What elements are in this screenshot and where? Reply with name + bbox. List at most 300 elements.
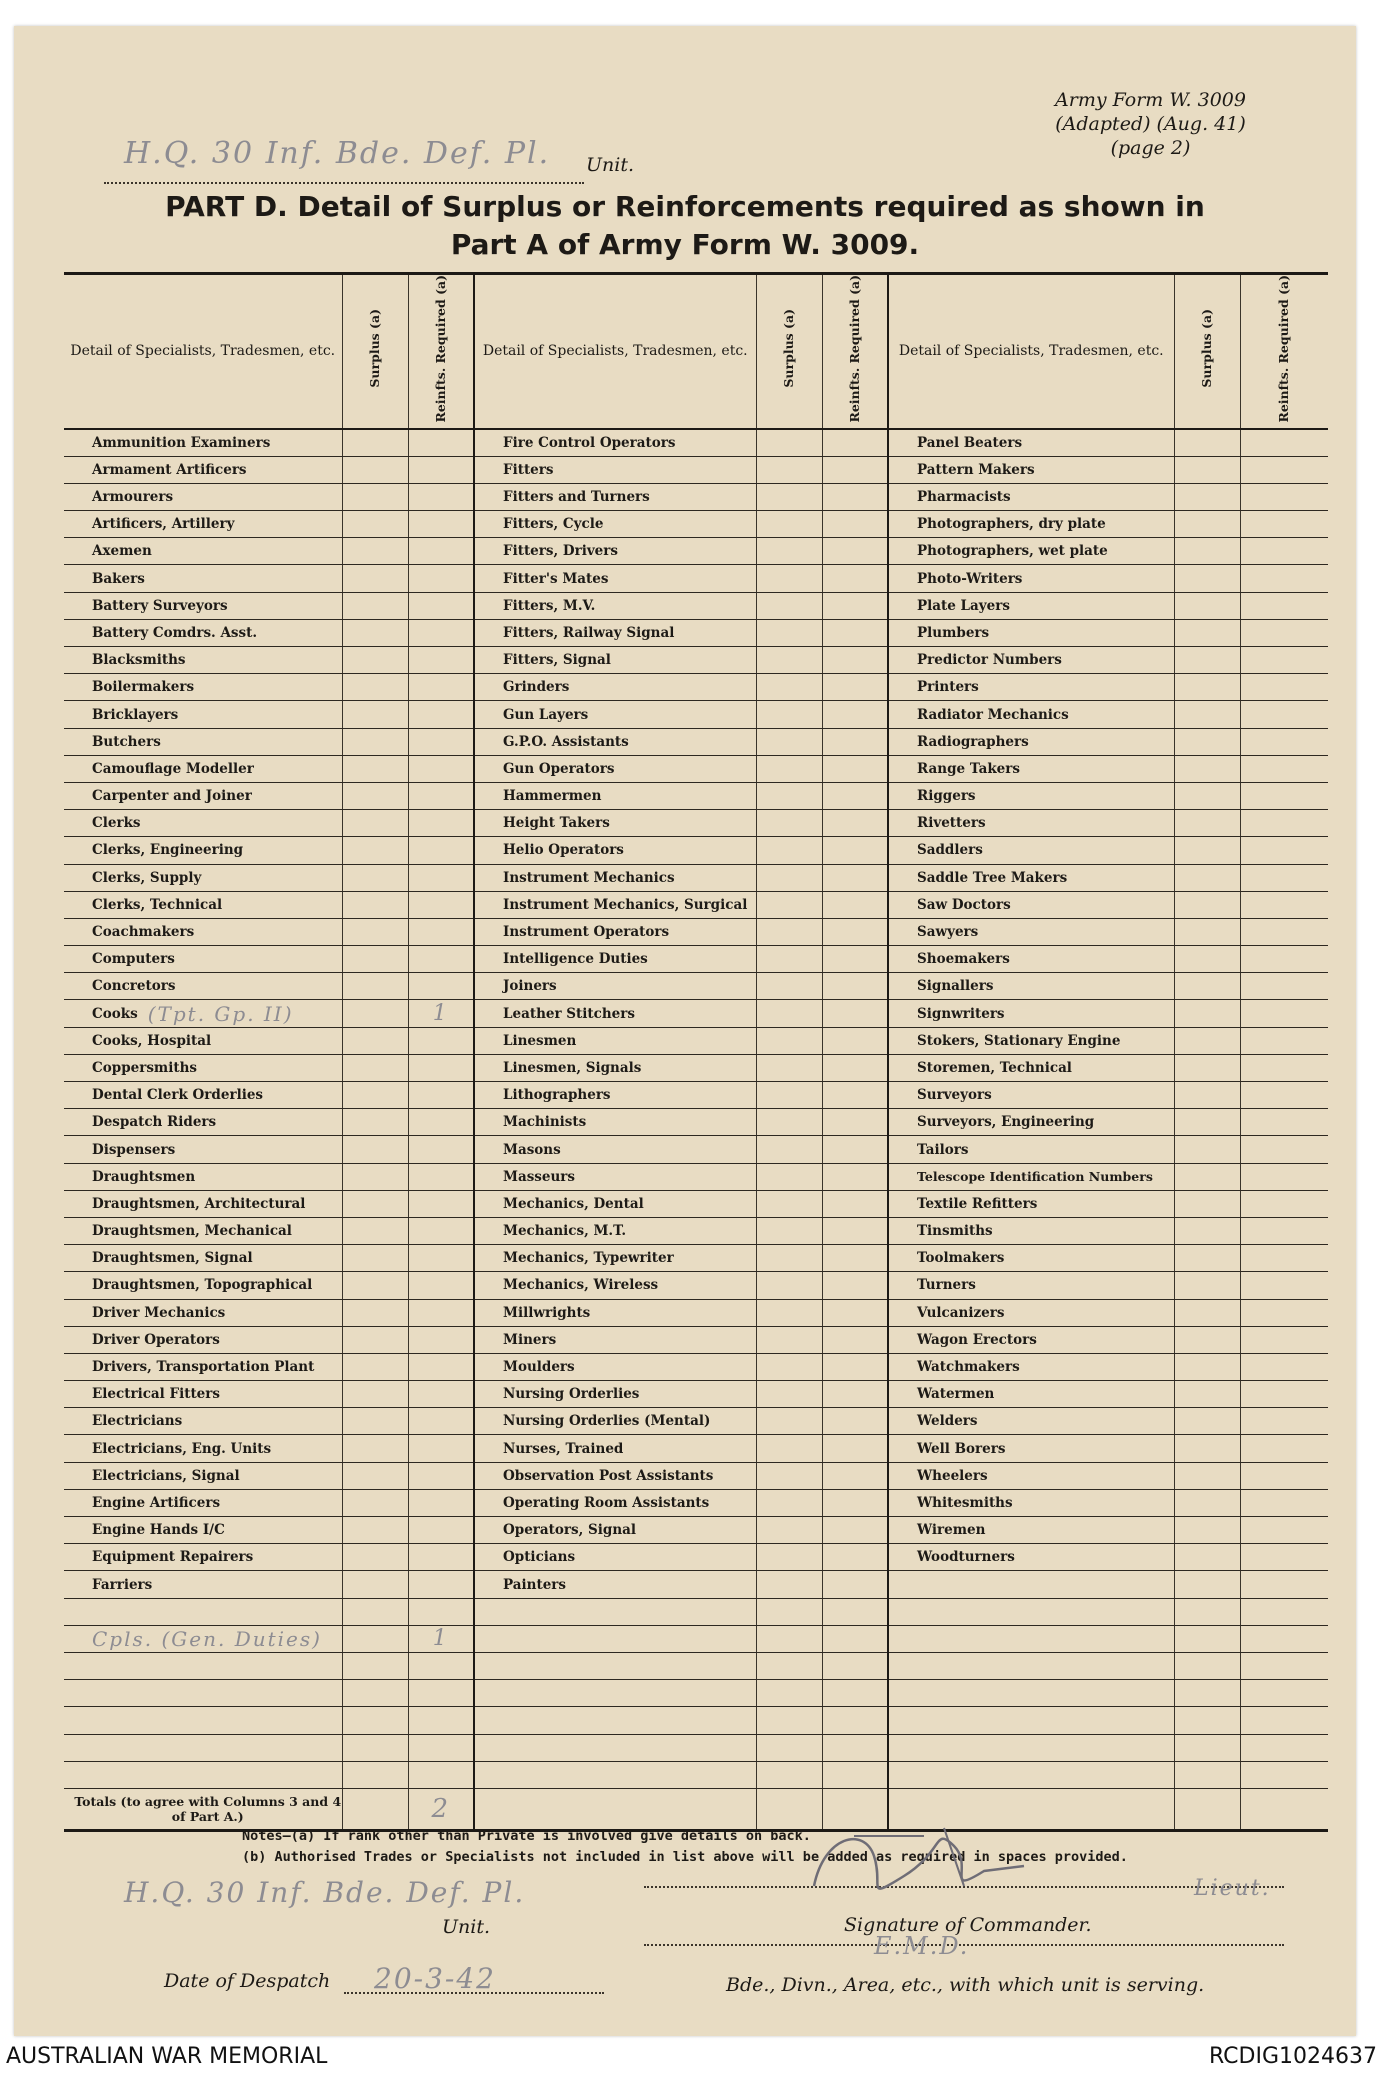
surplus-cell[interactable]: [1174, 1544, 1240, 1571]
reinf-cell[interactable]: [408, 1707, 474, 1734]
surplus-cell[interactable]: [1174, 1435, 1240, 1462]
surplus-cell[interactable]: [1174, 891, 1240, 918]
surplus-cell[interactable]: [342, 1652, 408, 1679]
surplus-cell[interactable]: [756, 565, 822, 592]
surplus-cell[interactable]: [342, 565, 408, 592]
reinf-cell[interactable]: [1240, 619, 1328, 646]
reinf-cell[interactable]: [822, 782, 888, 809]
reinf-cell[interactable]: [1240, 891, 1328, 918]
surplus-cell[interactable]: [342, 1489, 408, 1516]
reinf-cell[interactable]: [822, 810, 888, 837]
surplus-cell[interactable]: [342, 511, 408, 538]
reinf-cell[interactable]: [1240, 946, 1328, 973]
reinf-cell[interactable]: [408, 1245, 474, 1272]
surplus-cell[interactable]: [756, 946, 822, 973]
surplus-cell[interactable]: [342, 674, 408, 701]
surplus-cell[interactable]: [756, 1217, 822, 1244]
surplus-cell[interactable]: [756, 1435, 822, 1462]
reinf-cell[interactable]: [408, 1680, 474, 1707]
reinf-cell[interactable]: [1240, 1408, 1328, 1435]
reinf-cell[interactable]: [1240, 810, 1328, 837]
reinf-cell[interactable]: [1240, 592, 1328, 619]
reinf-cell[interactable]: [1240, 1027, 1328, 1054]
reinf-cell[interactable]: [1240, 1571, 1328, 1598]
reinf-cell[interactable]: [822, 429, 888, 457]
reinf-cell[interactable]: [408, 1272, 474, 1299]
reinf-cell[interactable]: [408, 1054, 474, 1081]
reinf-cell[interactable]: [822, 1217, 888, 1244]
surplus-cell[interactable]: [342, 1353, 408, 1380]
surplus-cell[interactable]: [342, 1245, 408, 1272]
surplus-cell[interactable]: [1174, 511, 1240, 538]
surplus-cell[interactable]: [1174, 728, 1240, 755]
reinf-cell[interactable]: [408, 1598, 474, 1625]
surplus-cell[interactable]: [1174, 1027, 1240, 1054]
surplus-cell[interactable]: [342, 1517, 408, 1544]
reinf-cell[interactable]: [1240, 728, 1328, 755]
surplus-cell[interactable]: [756, 864, 822, 891]
reinf-cell[interactable]: [408, 837, 474, 864]
surplus-cell[interactable]: [342, 1680, 408, 1707]
reinf-cell[interactable]: [822, 483, 888, 510]
reinf-cell[interactable]: [408, 538, 474, 565]
surplus-cell[interactable]: [1174, 837, 1240, 864]
surplus-cell[interactable]: [342, 891, 408, 918]
reinf-cell[interactable]: [822, 1190, 888, 1217]
surplus-cell[interactable]: [756, 837, 822, 864]
reinf-cell[interactable]: [408, 1217, 474, 1244]
reinf-cell[interactable]: [822, 1680, 888, 1707]
reinf-cell[interactable]: [1240, 1435, 1328, 1462]
reinf-cell[interactable]: [408, 1163, 474, 1190]
surplus-cell[interactable]: [756, 1680, 822, 1707]
surplus-cell[interactable]: [756, 538, 822, 565]
surplus-cell[interactable]: [342, 728, 408, 755]
surplus-cell[interactable]: [342, 1272, 408, 1299]
reinf-cell[interactable]: [408, 810, 474, 837]
reinf-cell[interactable]: [1240, 1163, 1328, 1190]
surplus-cell[interactable]: [342, 1408, 408, 1435]
surplus-cell[interactable]: [1174, 1625, 1240, 1652]
reinf-cell[interactable]: [408, 1544, 474, 1571]
surplus-cell[interactable]: [1174, 1517, 1240, 1544]
surplus-cell[interactable]: [342, 1381, 408, 1408]
reinf-cell[interactable]: [1240, 1136, 1328, 1163]
surplus-cell[interactable]: [1174, 1109, 1240, 1136]
surplus-cell[interactable]: [342, 1299, 408, 1326]
surplus-cell[interactable]: [756, 1462, 822, 1489]
surplus-cell[interactable]: [756, 1408, 822, 1435]
reinf-cell[interactable]: [822, 1734, 888, 1761]
reinf-cell[interactable]: [822, 1163, 888, 1190]
reinf-cell[interactable]: [408, 973, 474, 1000]
reinf-cell[interactable]: [822, 1299, 888, 1326]
reinf-cell[interactable]: [408, 1326, 474, 1353]
reinf-cell[interactable]: [1240, 1082, 1328, 1109]
reinf-cell[interactable]: [408, 1489, 474, 1516]
reinf-cell[interactable]: [822, 565, 888, 592]
surplus-cell[interactable]: [756, 619, 822, 646]
reinf-cell[interactable]: [822, 1462, 888, 1489]
surplus-cell[interactable]: [756, 1652, 822, 1679]
reinf-cell[interactable]: [822, 647, 888, 674]
surplus-cell[interactable]: [342, 1598, 408, 1625]
reinf-cell[interactable]: [822, 1652, 888, 1679]
reinf-cell[interactable]: [822, 837, 888, 864]
reinf-cell[interactable]: [1240, 1217, 1328, 1244]
reinf-cell[interactable]: [408, 1299, 474, 1326]
reinf-cell[interactable]: [822, 1082, 888, 1109]
surplus-cell[interactable]: [1174, 1353, 1240, 1380]
surplus-cell[interactable]: [756, 1272, 822, 1299]
reinf-cell[interactable]: [408, 1082, 474, 1109]
surplus-cell[interactable]: [342, 1707, 408, 1734]
reinf-cell[interactable]: [822, 1027, 888, 1054]
surplus-cell[interactable]: [1174, 1299, 1240, 1326]
surplus-cell[interactable]: [756, 1598, 822, 1625]
reinf-cell[interactable]: [408, 456, 474, 483]
cpls-reinf-value[interactable]: 1: [408, 1625, 474, 1652]
surplus-cell[interactable]: [342, 837, 408, 864]
surplus-cell[interactable]: [1174, 1734, 1240, 1761]
reinf-cell[interactable]: [822, 1517, 888, 1544]
reinf-cell[interactable]: [822, 1000, 888, 1027]
surplus-cell[interactable]: [756, 1625, 822, 1652]
surplus-cell[interactable]: [1174, 946, 1240, 973]
surplus-cell[interactable]: [756, 782, 822, 809]
reinf-cell[interactable]: [1240, 701, 1328, 728]
reinf-cell[interactable]: [408, 1571, 474, 1598]
surplus-cell[interactable]: [756, 1517, 822, 1544]
reinf-cell[interactable]: [1240, 1109, 1328, 1136]
reinf-cell[interactable]: [408, 1517, 474, 1544]
surplus-cell[interactable]: [342, 1326, 408, 1353]
reinf-cell[interactable]: [408, 483, 474, 510]
surplus-cell[interactable]: [1174, 1082, 1240, 1109]
surplus-cell[interactable]: [756, 891, 822, 918]
reinf-cell[interactable]: [1240, 1245, 1328, 1272]
surplus-cell[interactable]: [1174, 1136, 1240, 1163]
reinf-cell[interactable]: [408, 946, 474, 973]
surplus-cell[interactable]: [342, 538, 408, 565]
surplus-cell[interactable]: [342, 647, 408, 674]
reinf-cell[interactable]: [408, 674, 474, 701]
reinf-cell[interactable]: [822, 728, 888, 755]
reinf-cell[interactable]: [1240, 1190, 1328, 1217]
reinf-cell[interactable]: [822, 1109, 888, 1136]
reinf-cell[interactable]: [1240, 538, 1328, 565]
surplus-cell[interactable]: [756, 701, 822, 728]
surplus-cell[interactable]: [756, 483, 822, 510]
reinf-cell[interactable]: [1240, 1299, 1328, 1326]
surplus-cell[interactable]: [756, 1489, 822, 1516]
surplus-cell[interactable]: [1174, 1190, 1240, 1217]
reinf-cell[interactable]: [1240, 1517, 1328, 1544]
reinf-cell[interactable]: [1240, 1598, 1328, 1625]
reinf-cell[interactable]: [822, 1435, 888, 1462]
reinf-cell[interactable]: [1240, 1707, 1328, 1734]
surplus-cell[interactable]: [1174, 538, 1240, 565]
surplus-cell[interactable]: [756, 1054, 822, 1081]
reinf-cell[interactable]: [1240, 918, 1328, 945]
reinf-cell[interactable]: [408, 1462, 474, 1489]
surplus-cell[interactable]: [342, 918, 408, 945]
reinf-cell[interactable]: [1240, 565, 1328, 592]
reinf-cell[interactable]: [1240, 755, 1328, 782]
reinf-cell[interactable]: [822, 701, 888, 728]
surplus-cell[interactable]: [756, 1326, 822, 1353]
surplus-cell[interactable]: [1174, 973, 1240, 1000]
reinf-cell[interactable]: [822, 1054, 888, 1081]
reinf-cell[interactable]: [408, 728, 474, 755]
reinf-cell[interactable]: [408, 1408, 474, 1435]
surplus-cell[interactable]: [342, 1734, 408, 1761]
surplus-cell[interactable]: [342, 1462, 408, 1489]
reinf-cell[interactable]: [1240, 1761, 1328, 1788]
surplus-cell[interactable]: [1174, 619, 1240, 646]
surplus-cell[interactable]: [342, 1109, 408, 1136]
reinf-cell[interactable]: [822, 1598, 888, 1625]
surplus-cell[interactable]: [756, 674, 822, 701]
surplus-cell[interactable]: [342, 1761, 408, 1788]
surplus-cell[interactable]: [1174, 483, 1240, 510]
reinf-cell[interactable]: [408, 755, 474, 782]
surplus-cell[interactable]: [1174, 810, 1240, 837]
surplus-cell[interactable]: [756, 810, 822, 837]
surplus-cell[interactable]: [342, 592, 408, 619]
reinf-cell[interactable]: [822, 973, 888, 1000]
surplus-cell[interactable]: [1174, 1680, 1240, 1707]
reinf-cell[interactable]: [822, 1245, 888, 1272]
reinf-cell[interactable]: [822, 1353, 888, 1380]
reinf-cell[interactable]: [408, 429, 474, 457]
surplus-cell[interactable]: [1174, 1571, 1240, 1598]
surplus-cell[interactable]: [1174, 1462, 1240, 1489]
surplus-cell[interactable]: [1174, 1217, 1240, 1244]
reinf-cell[interactable]: [1240, 429, 1328, 457]
surplus-cell[interactable]: [1174, 429, 1240, 457]
reinf-cell[interactable]: [1240, 674, 1328, 701]
surplus-cell[interactable]: [342, 701, 408, 728]
surplus-cell[interactable]: [1174, 674, 1240, 701]
surplus-cell[interactable]: [342, 1082, 408, 1109]
reinf-cell[interactable]: [408, 1734, 474, 1761]
surplus-cell[interactable]: [342, 1571, 408, 1598]
surplus-cell[interactable]: [756, 755, 822, 782]
reinf-cell[interactable]: [822, 864, 888, 891]
reinf-cell[interactable]: [1240, 1625, 1328, 1652]
reinf-cell[interactable]: [408, 864, 474, 891]
surplus-cell[interactable]: [756, 1190, 822, 1217]
surplus-cell[interactable]: [1174, 755, 1240, 782]
reinf-cell[interactable]: [1240, 647, 1328, 674]
surplus-cell[interactable]: [342, 1435, 408, 1462]
surplus-cell[interactable]: [756, 1163, 822, 1190]
surplus-cell[interactable]: [1174, 701, 1240, 728]
reinf-cell[interactable]: [1240, 1000, 1328, 1027]
surplus-cell[interactable]: [756, 647, 822, 674]
surplus-cell[interactable]: [342, 1054, 408, 1081]
surplus-cell[interactable]: [1174, 647, 1240, 674]
reinf-cell[interactable]: [822, 1707, 888, 1734]
reinf-cell[interactable]: [1240, 1462, 1328, 1489]
surplus-cell[interactable]: [756, 1000, 822, 1027]
reinf-cell[interactable]: [822, 1571, 888, 1598]
surplus-cell[interactable]: [756, 1734, 822, 1761]
reinf-cell[interactable]: [1240, 1272, 1328, 1299]
reinf-cell[interactable]: [822, 456, 888, 483]
surplus-cell[interactable]: [342, 1136, 408, 1163]
reinf-cell[interactable]: [408, 619, 474, 646]
reinf-cell[interactable]: [1240, 1652, 1328, 1679]
surplus-cell[interactable]: [342, 1544, 408, 1571]
reinf-cell[interactable]: [822, 1326, 888, 1353]
surplus-cell[interactable]: [756, 456, 822, 483]
surplus-cell[interactable]: [756, 511, 822, 538]
surplus-cell[interactable]: [1174, 1054, 1240, 1081]
reinf-cell[interactable]: [1240, 1544, 1328, 1571]
reinf-cell[interactable]: [822, 1381, 888, 1408]
surplus-cell[interactable]: [342, 782, 408, 809]
reinf-cell[interactable]: [408, 782, 474, 809]
reinf-cell[interactable]: [408, 1136, 474, 1163]
reinf-cell[interactable]: [822, 511, 888, 538]
reinf-cell[interactable]: [822, 1489, 888, 1516]
surplus-cell[interactable]: [756, 1245, 822, 1272]
surplus-cell[interactable]: [342, 1163, 408, 1190]
surplus-cell[interactable]: [342, 864, 408, 891]
surplus-cell[interactable]: [1174, 1326, 1240, 1353]
reinf-cell[interactable]: [822, 1625, 888, 1652]
surplus-cell[interactable]: [756, 1136, 822, 1163]
reinf-cell[interactable]: [1240, 1489, 1328, 1516]
reinf-cell[interactable]: [1240, 1353, 1328, 1380]
reinf-cell[interactable]: [408, 701, 474, 728]
reinf-cell[interactable]: [408, 592, 474, 619]
surplus-cell[interactable]: [756, 1381, 822, 1408]
reinf-cell[interactable]: [408, 918, 474, 945]
surplus-cell[interactable]: [342, 483, 408, 510]
reinf-cell[interactable]: [1240, 1381, 1328, 1408]
surplus-cell[interactable]: [342, 1190, 408, 1217]
surplus-cell[interactable]: [342, 619, 408, 646]
surplus-cell[interactable]: [756, 1761, 822, 1788]
surplus-cell[interactable]: [1174, 782, 1240, 809]
surplus-cell[interactable]: [756, 1707, 822, 1734]
reinf-cell[interactable]: [408, 1353, 474, 1380]
reinf-cell[interactable]: [408, 1652, 474, 1679]
surplus-cell[interactable]: [1174, 1761, 1240, 1788]
surplus-cell[interactable]: [342, 1625, 408, 1652]
surplus-cell[interactable]: [1174, 592, 1240, 619]
reinf-cell[interactable]: [1240, 456, 1328, 483]
reinf-cell[interactable]: [1240, 1734, 1328, 1761]
surplus-cell[interactable]: [342, 1000, 408, 1027]
surplus-cell[interactable]: [756, 1027, 822, 1054]
surplus-cell[interactable]: [1174, 565, 1240, 592]
reinf-cell[interactable]: [822, 891, 888, 918]
surplus-cell[interactable]: [1174, 1381, 1240, 1408]
reinf-cell[interactable]: [822, 674, 888, 701]
surplus-cell[interactable]: [756, 592, 822, 619]
surplus-cell[interactable]: [342, 946, 408, 973]
surplus-cell[interactable]: [342, 1027, 408, 1054]
reinf-cell[interactable]: [408, 565, 474, 592]
reinf-cell[interactable]: [822, 946, 888, 973]
surplus-cell[interactable]: [756, 1109, 822, 1136]
surplus-cell[interactable]: [342, 456, 408, 483]
reinf-cell[interactable]: [1240, 782, 1328, 809]
surplus-cell[interactable]: [756, 429, 822, 457]
reinf-cell[interactable]: [1240, 511, 1328, 538]
reinf-cell[interactable]: [1240, 1054, 1328, 1081]
surplus-cell[interactable]: [342, 973, 408, 1000]
surplus-cell[interactable]: [756, 1571, 822, 1598]
surplus-cell[interactable]: [1174, 1598, 1240, 1625]
reinf-cell[interactable]: [408, 647, 474, 674]
surplus-cell[interactable]: [1174, 1272, 1240, 1299]
surplus-cell[interactable]: [756, 918, 822, 945]
surplus-cell[interactable]: [756, 1082, 822, 1109]
surplus-cell[interactable]: [1174, 918, 1240, 945]
surplus-cell[interactable]: [342, 810, 408, 837]
surplus-cell[interactable]: [756, 1299, 822, 1326]
reinf-cell[interactable]: [408, 1761, 474, 1788]
reinf-cell[interactable]: [1240, 483, 1328, 510]
reinf-cell[interactable]: [408, 1190, 474, 1217]
reinf-cell[interactable]: [408, 1109, 474, 1136]
surplus-cell[interactable]: [1174, 864, 1240, 891]
surplus-cell[interactable]: [342, 429, 408, 457]
surplus-cell[interactable]: [1174, 1245, 1240, 1272]
surplus-cell[interactable]: [342, 1217, 408, 1244]
surplus-cell[interactable]: [342, 755, 408, 782]
surplus-cell[interactable]: [756, 1353, 822, 1380]
reinf-cell[interactable]: [822, 1136, 888, 1163]
reinf-cell[interactable]: [408, 1435, 474, 1462]
surplus-cell[interactable]: [1174, 1163, 1240, 1190]
surplus-cell[interactable]: [1174, 1652, 1240, 1679]
surplus-cell[interactable]: [1174, 1000, 1240, 1027]
reinf-cell[interactable]: [822, 1544, 888, 1571]
cooks-reinf-value[interactable]: 1: [408, 1000, 474, 1027]
reinf-cell[interactable]: [1240, 864, 1328, 891]
surplus-cell[interactable]: [1174, 456, 1240, 483]
reinf-cell[interactable]: [408, 1027, 474, 1054]
reinf-cell[interactable]: [1240, 1326, 1328, 1353]
reinf-cell[interactable]: [1240, 1680, 1328, 1707]
surplus-cell[interactable]: [756, 728, 822, 755]
reinf-cell[interactable]: [822, 619, 888, 646]
reinf-cell[interactable]: [822, 592, 888, 619]
reinf-cell[interactable]: [1240, 837, 1328, 864]
surplus-cell[interactable]: [756, 973, 822, 1000]
surplus-cell[interactable]: [1174, 1489, 1240, 1516]
reinf-cell[interactable]: [822, 1272, 888, 1299]
reinf-cell[interactable]: [822, 1761, 888, 1788]
surplus-cell[interactable]: [756, 1544, 822, 1571]
reinf-cell[interactable]: [822, 538, 888, 565]
surplus-cell[interactable]: [1174, 1707, 1240, 1734]
reinf-cell[interactable]: [822, 1408, 888, 1435]
reinf-cell[interactable]: [408, 1381, 474, 1408]
reinf-cell[interactable]: [822, 755, 888, 782]
reinf-cell[interactable]: [1240, 973, 1328, 1000]
reinf-cell[interactable]: [408, 511, 474, 538]
surplus-cell[interactable]: [1174, 1408, 1240, 1435]
reinf-cell[interactable]: [822, 918, 888, 945]
reinf-cell[interactable]: [408, 891, 474, 918]
